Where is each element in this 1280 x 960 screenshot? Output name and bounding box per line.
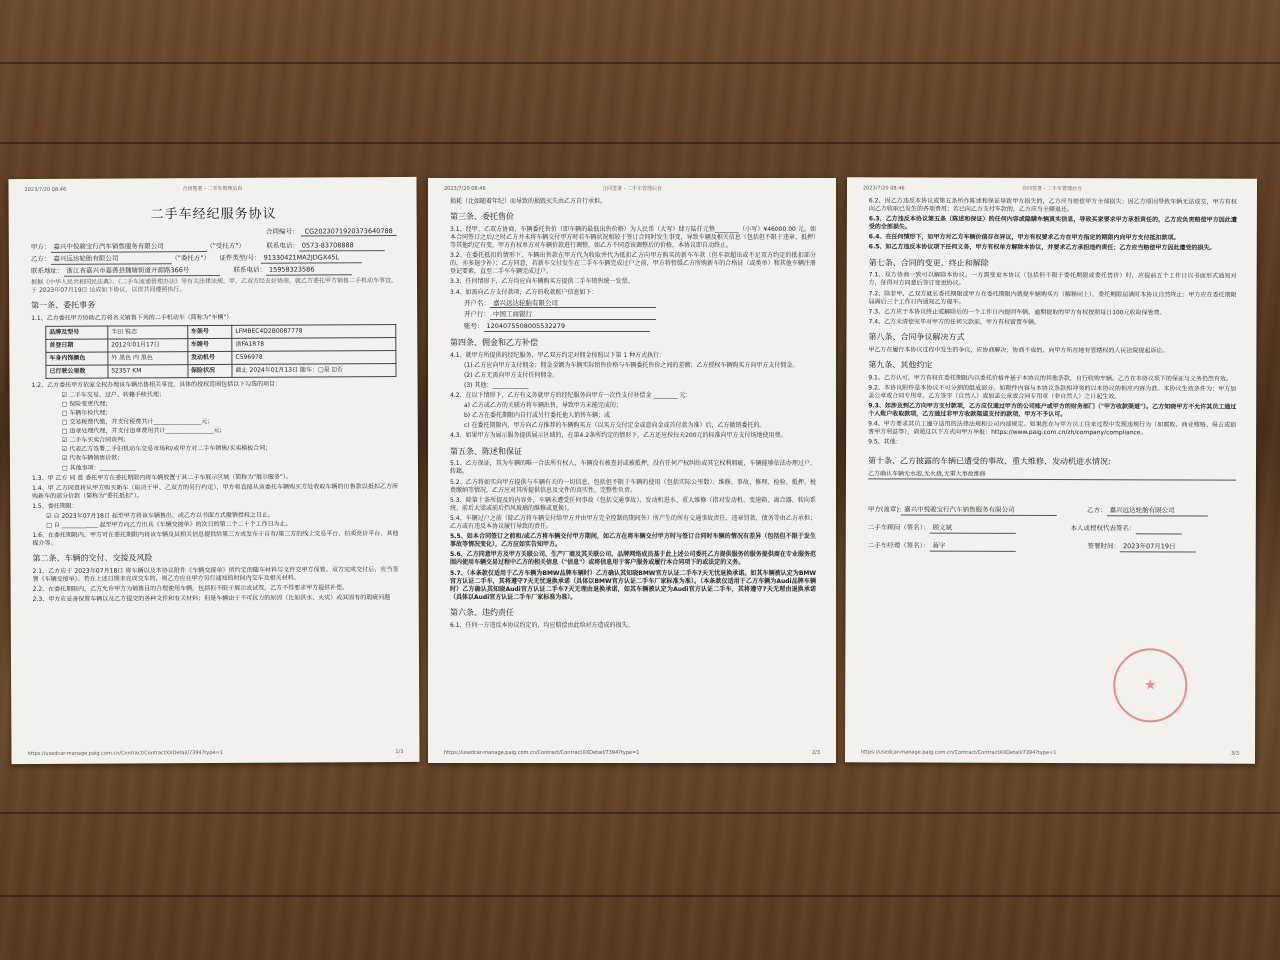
checklist-item: □ 保险变更代理；: [61, 400, 112, 408]
section-8-heading: 第八条、合同争议解决方式: [868, 332, 965, 342]
party-b-label: 乙方：: [30, 254, 51, 264]
clause-5-5: 5.5、如本合同签订之前和/或乙方将车辆交付甲方期间，如乙方在将车辆交付甲方时与签订合同时车辆的情况有差异（包括但不限于发生事故等情况变化），乙方应如实告知甲方。: [450, 533, 816, 549]
party-a-label: 甲方：: [30, 243, 51, 252]
clause-1-2: 1.2、乙方委托甲方依家全权办理该车辆出售相关事宜，具体的授权范围包括以下勾选的项目：: [31, 380, 282, 389]
section-10-disclosure: 乙方确认车辆无水泡,无火烧,无重大事故维修: [868, 471, 1236, 481]
clause-5-7: 5.7、（本条款仅适用于乙方车辆为BMW品牌车辆时）乙方确认其知晓BMW官方认证二手车7天无忧退换承诺。如其车辆被认定为BMW官方认证二手车，其将遵守7天无忧退换承诺（具体以BMW官方认证二手车厂家标准为准）。（本条款仅适用于乙方车辆为Audi品牌车辆时）乙方确认其知晓Audi官方认证二手车7天无理由退换承诺，如其车辆被认定为Audi官方认证二手车，其将遵守7天无理由退换承诺（具体以Audi官方认证二手车厂家标准为准）。: [450, 569, 816, 601]
section-2-heading: 第二条、车辆的交付、交接及风险: [32, 553, 153, 564]
clause-4-2-c: c) 在委托期限内，甲方向乙方推荐的车辆购买方（以买方交付定金或意向金或首付款为准）后，乙方撤销委托的。: [464, 422, 766, 430]
bank-row: [464, 310, 816, 320]
page-footer: [27, 749, 403, 758]
checklist-item: ☑ 代收车辆销售价款；: [61, 454, 124, 463]
clause-4-2: 4.2、在以下情形下，乙方有义务就甲方的经纪服务向甲方一次性支付补偿金 ________ 元：: [450, 392, 692, 400]
checklist-item: □ 其他事项：____________: [61, 463, 136, 472]
footer-page-number: 3/3: [1230, 750, 1240, 757]
header-title: 合同签署 - 二手车管理后台: [182, 185, 243, 193]
header-time: 2023/7/20 08:46: [862, 185, 905, 192]
clause-2-2: 2.2、在委托期限内，乙方允许甲方为销售目的合理使用车辆，包括但不限于展示或试驾，乙方不得要求甲方提供补偿。: [32, 584, 349, 594]
party-b-row: [31, 253, 397, 265]
contract-page-2: [428, 178, 836, 763]
table-cell: 首登日期: [46, 339, 108, 352]
table-cell: 丰田 锐志: [108, 325, 188, 338]
contract-number-value: CG2023071920373640788: [301, 227, 397, 237]
clause-1-5-option-a: ☑ 自 2023年07月18日 起至甲方将该车辆售出、或乙方以书面方式撤销授权之日止。: [46, 511, 274, 520]
manager-signature: 蒋宇: [929, 541, 1015, 551]
footer-url: https://usedcar-manage.paig.com.cn/Contract/ContractXXDetail/7394?type=1: [861, 749, 1057, 757]
checklist-item: ☑ 二手车交易、过户、转籍手续代理；: [61, 391, 165, 399]
section-1-heading: 第一条、委托事务: [31, 300, 96, 310]
agent-signature: [1136, 524, 1182, 534]
contract-page-1: [8, 177, 419, 764]
preamble: 根据《中华人民共和国民法典》、《二手车流通管理办法》等有关法律法规，甲、乙双方经友好协商，就乙方委托甲方销售二手机动车事宜，于 2023年07月19日 达成如下协议，以资共同遵照执行。: [30, 276, 398, 294]
table-cell: 保险状况: [188, 364, 233, 377]
advisor-signature-label: 二手车顾问（签名）：: [867, 523, 930, 532]
clause-3-4: 3.4、如需向乙方支付款项，乙方的收款账户信息如下：: [450, 288, 598, 296]
signature-row-2: [868, 523, 1236, 534]
clause-3-3: 3.3、任何情形下，乙方均应向车辆购买方提供二手车销售统一发票。: [450, 278, 634, 286]
contract-number: [31, 227, 397, 238]
table-cell: 车牌号: [187, 338, 232, 351]
clause-1-5: 1.5、委托期限：: [32, 502, 78, 510]
address-row: [31, 265, 397, 277]
table-cell: C596978: [232, 350, 396, 364]
clause-2-3: 2.3、甲方应妥善保管车辆以及乙方提交的各种文件和有关材料；但是车辆由于不可抗力的原因（比如洪水、火灾）或其固有的瑕疵问题: [32, 594, 391, 604]
bank-label: 开户行：: [464, 310, 490, 319]
table-cell: 车架号: [187, 325, 232, 338]
account-name-value: 嘉兴远达轮胎有限公司: [490, 299, 656, 309]
document-title: 二手车经纪服务协议: [150, 206, 277, 223]
agent-signature-label: 本人或授权代表签名：: [1070, 524, 1136, 533]
vehicle-info-table: [45, 324, 397, 379]
clause-4-1: 4.1、就甲方所提供的经纪服务，甲乙双方约定对佣金按照以下第 1 种方式执行：: [450, 351, 666, 359]
clause-9-3: 9.3、如涉及到乙方向甲方支付款项，乙方应仅通过甲方的公司账户或甲方的财务部门（"甲方收款渠道"）。乙方知晓甲方不允许其员工通过个人账户收取款项，乙方通过非甲方收款渠道支付的款项，甲方不予认可。: [868, 402, 1237, 419]
page-footer: [444, 750, 820, 757]
clause-3-2: 3.2、在委托抵扣的情形下，车辆出售款在甲方代为收取并代为抵扣乙方向甲方购买的新车车款（但车款超出或不足双方约定的抵扣部分的，亦多退少补）；乙方同意，若新车交付发生在二手车车辆完成过户之前，甲方将暂缓乙方所购新车的合格证（或类单）和其他车辆注册登记要素，直至二手车车辆完成过户。: [450, 252, 816, 276]
clause-1-5-option-b: □ 自 ____________ 起至甲方向乙方出具《车辆交接单》的次日的第二个二十个工作日为止。: [46, 520, 292, 529]
table-cell: 52357 KM: [108, 364, 188, 377]
clause-9-4: 9.4、甲方要求其员工遵守适用的法律法规和公司内部规定。如果您在与甲方员工往来过程中发现违规行为（如腐败、商业贿赂、侵占或损害甲方利益等），请通过以下方式向甲方举报：https://www.paig.com.cn/zh/company/compliance。: [868, 420, 1237, 437]
account-number-value: 1204075508005532279: [484, 322, 650, 332]
address-label: 联系地址：: [30, 266, 64, 275]
section-6-heading: 第六条、违约责任: [450, 607, 514, 617]
sign-date: 2023年07月19日: [1120, 542, 1196, 552]
address-value: 浙江省嘉兴市嘉善县魏塘街道开源路366号: [63, 266, 219, 277]
signature-row-3: [868, 541, 1236, 552]
advisor-signature: 顾文斌: [930, 524, 1016, 534]
clause-5-1: 5.1、乙方保证，其为车辆的唯一合法所有权人，车辆没有被查封或被抵押，没有任何产权纠纷或其它权利瑕疵，车辆能够依法办理过户、转籍。: [450, 460, 816, 476]
bank-value: 中国工商银行: [490, 310, 656, 320]
sign-date-label: 签署时间：: [1087, 541, 1121, 551]
clause-1-6: 1.6、在委托期限内，甲方可在委托期限内将该车辆及其相关信息提供给第三方或发布于自有/第三方的线上交易平台、拍卖竞价平台、其他媒介等。: [32, 530, 399, 548]
clause-9-2: 9.2、本协议附件是本协议不可分割的组成部分。如附件内容与本协议条款相冲突的以本协议的相应内容为准。本协议生效条件为：甲方加盖公章或合同专用章，乙方签字（自然人）或加盖公章或合同专用章（非自然人）之日起生效。: [868, 384, 1237, 401]
clause-2-1: 2.1、乙方应于 2023年07月18日 将车辆以及本协议附件《车辆交接单》所约定的随车材料与文件交甲方保管。双方完成交付后，应当签署《车辆交接单》。若在上述日期未完成交车的，则乙方应在甲方另行通知的时间内交车及相关材料。: [32, 566, 399, 584]
clause-4-1-option-2: (2) 乙方无需向甲方支付任何佣金。: [464, 371, 559, 379]
account-name-row: [464, 299, 816, 309]
phone2-value: 15958323586: [266, 265, 352, 275]
footer-page-number: 2/3: [811, 750, 820, 757]
clause-8-1: 甲乙方在履行本协议过程中发生的争议，应协商解决；协商不成的，向甲方所在地有管辖权的人民法院提起诉讼。: [868, 346, 1169, 355]
section-4-heading: 第四条、佣金和乙方补偿: [450, 337, 538, 347]
clause-6-5: 6.5、如乙方违反本协议项下任何义务，甲方有权单方解除本协议，并要求乙方承担违约责任；乙方应当赔偿甲方因此遭受的损失。: [868, 243, 1216, 253]
party-b-name: 嘉兴远达轮胎有限公司: [50, 254, 171, 264]
clause-4-2-a: a) 乙方或乙方的关联方将车辆出售，导致甲方未能完成的；: [464, 402, 622, 410]
floor-seam: [0, 142, 1280, 144]
party-a-phone: 0573-83708888: [299, 241, 385, 251]
party-a-phone-label: 联系电话：: [266, 241, 299, 251]
clause-5-6: 5.6、乙方同意甲方及甲方关联公司、生产厂商及其关联公司、品牌网络成员基于此上述公司委托乙方提供服务的服务提供商在专业服务范围内使用车辆交易过程中乙方的相关信息（"信息"）或将信息用于客户服务或履行本合同项下的或法定的义务。: [450, 551, 816, 567]
floor-seam: [0, 812, 1280, 814]
section-7-heading: 第七条、合同的变更、终止和解除: [868, 257, 989, 268]
page-header: [444, 186, 820, 193]
clause-6-4: 6.4、在任何情形下，如甲方对乙方车辆价值存在异议，甲方有权要求乙方在甲方指定的期限内向甲方支付抵扣款项。: [868, 233, 1180, 242]
table-row: [46, 363, 396, 378]
section-3-heading: 第三条、委托售价: [450, 212, 514, 222]
account-name-label: 开户名：: [464, 298, 490, 307]
clause-1-1: 1.1、乙方委托甲方协助乙方将名义销售下列的二手机动车（简称为"车辆"）: [31, 313, 233, 322]
floor-seam: [0, 895, 1280, 897]
clause-9-5: 9.5、其他：: [868, 438, 902, 446]
section-10-heading: 第十条、乙方披露的车辆已遭受的事故、重大维修、发动机进水情况:: [868, 456, 1111, 467]
checklist-item: □ 车辆年检代理；: [61, 409, 112, 417]
footer-page-number: 1/3: [395, 749, 404, 756]
table-cell: 外 黑色 内 黑色: [108, 351, 188, 364]
clause-6-1: 6.1、任何一方违反本协议约定的，均应赔偿由此给对方造成的损失。: [450, 621, 634, 629]
checklist-item: □ 交易税费代缴，并支付税费共计________________元；: [61, 418, 214, 426]
party-a-row: [31, 241, 397, 253]
phone2-label: 联系电话：: [233, 265, 266, 274]
page-footer: [861, 750, 1239, 758]
contract-number-label: 合同编号：: [265, 227, 299, 236]
party-b-id: 91330421MA2JDGX45L: [261, 253, 362, 263]
clause-6-3: 6.3、乙方违反本协议第五条（陈述和保证）的任何内容或隐瞒车辆真实信息，导致买家要求甲方承担责任的，乙方应负责赔偿甲方因此遭受的全部损失。: [868, 215, 1237, 231]
header-title: 合同签署 - 二手车管理后台: [1021, 185, 1082, 193]
party-b-seal-name: 嘉兴远达轮胎有限公司: [1107, 506, 1208, 516]
floor-seam: [0, 62, 1280, 64]
section-5-heading: 第五条、陈述和保证: [450, 446, 522, 456]
party-a-seal-name: 嘉兴中悦骏宝行汽车销售服务有限公司: [901, 506, 1057, 516]
clause-9-1: 9.1、乙方认可，甲方有权在委托期限内以委托价格并基于本协议的其他条款，自行收购车辆。乙方在本协议项下的保证与义务仍然有效。: [868, 373, 1232, 383]
party-a-name: 嘉兴中悦骏宝行汽车销售服务有限公司: [50, 242, 206, 253]
clause-5-2: 5.2、乙方将如实向甲方提供与车辆有关的一切信息，包括但不限于车辆的使用（包括实际公里数）、维修、事故、修理、检验、抵押、税费缴纳等情况，乙方应对其所提供信息及文件的真实性、完整性负责。: [450, 478, 816, 494]
contract-page-3: [845, 177, 1257, 763]
signature-row-1: [868, 506, 1236, 517]
checklist-item: ☑ 代表乙方签署二手旧机动车交易市场和/或甲方对二手车销售/买卖模板合同；: [61, 445, 272, 454]
page-header: [863, 185, 1241, 193]
checklist-item: ☑ 二手车买卖合同谈判；: [61, 436, 130, 445]
footer-url: https://usedcar-manage.paig.com.cn/Contract/ContractXXDetail/7394?type=1: [444, 750, 640, 757]
page-header: [25, 185, 401, 194]
table-cell: 已行驶公里数: [46, 365, 108, 378]
clause-4-1-option-1: (1) 乙方应向甲方支付佣金；佣金金额为车辆实际销售价格与车辆委托售价之间的差额；乙方授权车辆购买方向甲方支付佣金。: [464, 361, 799, 369]
clause-5-4: 5.4、车辆过户之前（除乙方将车辆交付给甲方并由甲方完全控制的期间外）所产生的所有交通事故责任、违章罚款、债务等由乙方承担；乙方或有违反本协议履行导致的责任。: [450, 514, 816, 531]
account-number-row: [464, 322, 816, 332]
account-number-label: 账号：: [464, 322, 484, 331]
continued-text: 损耗（比如随着年纪）而导致的损毁灭失由乙方自行承担。: [450, 198, 607, 205]
table-cell: 发动机号: [187, 351, 232, 364]
manager-signature-label: 二手车经理（签名）：: [867, 541, 930, 550]
clause-1-4: 1.4、甲 乙方同意将从甲方购买新车（取决于甲、乙双方的另行约定），甲方将直接从该委托车辆购买方处收取车辆的出售款以抵扣乙方所购新车的部分价款（简称为"委托抵扣"）。: [32, 482, 399, 500]
header-title: 合同签署 - 二手车管理后台: [602, 186, 662, 192]
clause-7-1: 7.1、双方协商一致可以解除本协议。一方需变更本协议（包括但不限于委托期限或委托售价）时，应提前五个工作日以书面形式通知对方，征得对方同意后签订变更协议。: [868, 271, 1237, 288]
table-cell: 车身内饰颜色: [46, 352, 108, 365]
table-cell: 浙FA1R78: [232, 337, 396, 351]
table-cell: 2012年01月17日: [108, 338, 188, 351]
table-cell: 截止 2024年01月13日 随车：□是 ☑否: [232, 363, 396, 377]
clause-6-2: 6.2、因乙方违反本协议或第五条所作陈述和保证导致甲方损失的，乙方应当赔偿甲方全部损失；因乙方原因导致车辆无法成交，甲方有权向乙方收取已发生的各项费用；若已向乙方支付车款的，乙方应当全额退还。: [868, 197, 1237, 214]
clause-7-3: 7.3、乙方应于本协议终止或解除后的一个工作日内提回车辆，逾期提取的甲方有权按照每日100元收取保管费。: [868, 308, 1166, 317]
checklist-item: □ 违章处理代理，并支付违章费用共计________________元；: [61, 427, 226, 435]
footer-url: https://usedcar-manage.paig.com.cn/Contract/ContractXXDetail/7394?type=1: [27, 750, 223, 758]
party-b-id-label: 证件类型/号：: [219, 253, 261, 263]
header-time: 2023/7/20 08:46: [444, 186, 486, 192]
section-9-heading: 第九条、其他约定: [868, 360, 933, 370]
clause-5-3: 5.3、除第十条所提及的内容外，车辆未遭受任何事故（包括交通事故）、发动机进水、重大维修（指对发动机、变速箱、离合器、转向系统、前后大梁或前后挡风玻璃的维修或更换）。: [450, 496, 816, 512]
clause-4-1-option-3: (3) 其他：____________: [464, 382, 529, 390]
table-cell: LFMBEC4D2B0087778: [232, 324, 396, 338]
table-cell: 品牌及型号: [46, 326, 108, 339]
party-b-role: （"委托方"）: [171, 254, 210, 263]
header-time: 2023/7/20 08:46: [24, 186, 67, 193]
clause-4-3: 4.3、如果甲方为展示服务提供展示区域的，在第4.2条所约定的情形下，乙方还应按每天200元的标准向甲方支付场地使用费。: [450, 432, 787, 440]
party-a-seal-label: 甲方(盖章):: [867, 505, 902, 514]
clause-4-2-b: b) 乙方在委托期限内自行或另行委托他人销售车辆；或: [464, 412, 611, 420]
party-a-role: （"受托方"）: [206, 242, 245, 251]
clause-7-2: 7.2、除非甲、乙双方就长委托期限或甲方在委托期限内就提车辆购买方（解释同上），委托期限届满时本协议自然终止；甲方应在委托期限届满后三个工作日内通知乙方提车。: [868, 289, 1237, 306]
clause-1-3: 1.3、甲 乙方 同 意 委托甲方在委托期限内将车辆放置于其二手车展示区域（简称为"展示服务"）。: [32, 473, 292, 482]
company-seal-stamp: ★: [1113, 648, 1187, 722]
clause-3-1: 3.1、经甲、乙双方协商，车辆委托售价（即车辆的最低出售价格）为人民币（大写）肆万陆仟元整________（小写）¥46000.00 元。如本合同签订之后/之时乙方并未将车辆交付甲方时若车辆状况相较于签订合同时发生事变，导致车辆及相关信息（包括但不限于违章、抵押）等其他约定有变，甲方有权单方对车辆价款进行调整，如乙方不同意该调整后的价格，本协议即自动终止。: [450, 225, 816, 250]
party-b-seal-label: 乙方：: [1087, 506, 1107, 515]
clause-7-4: 7.4、乙方未清偿完毕对甲方的任何欠款前，甲方有权留置车辆。: [868, 318, 1041, 326]
